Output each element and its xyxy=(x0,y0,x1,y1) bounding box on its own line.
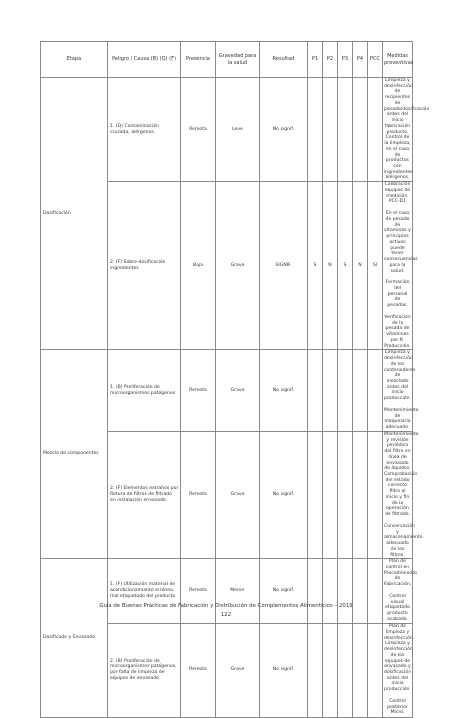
stage-cell: Dosificado y Envasado xyxy=(41,559,108,717)
measure-text: Control visual etiquetado producto acabado. xyxy=(385,593,410,622)
measure-text: Limpieza y desinfección de los contenedores de mezclado antes del inicio producción. xyxy=(384,350,416,402)
measure-text: En el caso de pesado de vitaminas y principios activos puede tener consecuencias para la salud. xyxy=(384,211,418,274)
table-header-row xyxy=(41,42,413,78)
p4-cell: N xyxy=(353,182,368,350)
table-row xyxy=(41,78,413,182)
p1-cell xyxy=(308,623,323,717)
hazard-cell: 1. (B) Proliferación de microorganismos patógenos xyxy=(108,350,181,432)
measure-text: Mantenimiento y revisión periódica del filtro en línea de envasado de líquidos. Comprobación del estado correcto filtro al inicio y fin de la operación de filtrado. xyxy=(384,431,419,518)
result-cell: No signif. xyxy=(260,623,308,717)
result-cell: No signif. xyxy=(260,350,308,432)
header-hazard: Peligro / Causa (B) (Q) (F) xyxy=(108,42,181,78)
header-result: Resultad xyxy=(260,42,308,78)
hazard-cell: 1. (F) Utilización material de acondicionamiento erróneo, mal etiquetado del producto. xyxy=(108,559,181,623)
p3-cell: S xyxy=(338,182,353,350)
measures-cell xyxy=(383,78,430,182)
result-cell: No signif. xyxy=(260,559,308,623)
p4-cell xyxy=(353,78,368,182)
presence-cell: Remota xyxy=(181,431,216,558)
p2-cell xyxy=(323,623,338,717)
measure-text: Mantenimiento de maquinaria adecuado. xyxy=(384,407,419,431)
header-stage: Etapa xyxy=(41,42,108,78)
header-p2: P2 xyxy=(323,42,338,78)
measures-cell xyxy=(383,350,419,432)
severity-cell: Grave xyxy=(216,182,260,350)
p1-cell xyxy=(308,78,323,182)
pcc-cell xyxy=(368,78,383,182)
result-cell: SIGNIF. xyxy=(260,182,308,350)
measures-cell xyxy=(383,431,423,558)
page-footer xyxy=(0,603,452,618)
p1-cell xyxy=(308,350,323,432)
pcc-cell: SI xyxy=(368,182,383,350)
pcc-cell xyxy=(368,350,383,432)
measure-text: Formación del personal de pesadas. xyxy=(385,280,410,309)
pcc-cell xyxy=(368,431,383,558)
table-row xyxy=(41,350,413,432)
measure-text: Conservación y almacenamiento adecuado de los filtros. xyxy=(384,523,423,558)
header-severity: Gravedad para la salud xyxy=(216,42,260,78)
p4-cell xyxy=(353,350,368,432)
header-presence: Presencia xyxy=(181,42,216,78)
hazard-cell: 2. (F) Elementos extraños por Rotura de filtros de filtrado en instalación envasado. xyxy=(108,431,181,558)
stage-cell: Mezcla de componentes xyxy=(41,350,108,559)
presence-cell: Remota xyxy=(181,559,216,623)
p4-cell xyxy=(353,431,368,558)
p1-cell: S xyxy=(308,182,323,350)
severity-cell: Grave xyxy=(216,431,260,558)
measure-text: Plan de control en Procedimiento de Fabricación. xyxy=(384,559,417,588)
measure-text: Plan de limpieza y desinfección. Limpieza y desinfección de los equipos de envasado y dosificación antes del inicio producción. xyxy=(384,624,415,693)
p2-cell xyxy=(323,431,338,558)
measures-cell xyxy=(383,623,413,717)
hazard-cell: 1. (Q) Contaminación cruzada, alérgenos. xyxy=(108,78,181,182)
header-p3: P3 xyxy=(338,42,353,78)
pcc-cell xyxy=(368,623,383,717)
header-pcc: PCC xyxy=(368,42,383,78)
p3-cell xyxy=(338,78,353,182)
measure-text: Verificación de la pesada de vitaminas por R. Producción. xyxy=(384,314,411,349)
footer-title: Guía de Buenas Prácticas de Fabricación y Distribución de Complementos Alimenticios – 2019 xyxy=(99,603,353,609)
result-cell: No signif. xyxy=(260,78,308,182)
hazard-cell: 2. (F) Sobre-dosificación ingredientes xyxy=(108,182,181,350)
p2-cell xyxy=(323,350,338,432)
p3-cell xyxy=(338,350,353,432)
p3-cell xyxy=(338,431,353,558)
severity-cell: Grave xyxy=(216,623,260,717)
measure-text: Control posterior Micro. xyxy=(387,698,408,716)
presence-cell: Remota xyxy=(181,350,216,432)
result-cell: No signif. xyxy=(260,431,308,558)
severity-cell: Leve xyxy=(216,78,260,182)
header-p4: P4 xyxy=(353,42,368,78)
measure-text: Limpieza y desinfección de recipientes de pesado/dosificación antes del inicio fabricación producto. Control de la limpieza, en el caso de productos con ingredientes alérgenos. xyxy=(384,78,430,181)
header-measures: Medidas preventivas xyxy=(383,42,413,78)
header-p1: P1 xyxy=(308,42,323,78)
severity-cell: Grave xyxy=(216,350,260,432)
hazard-cell: 2. (B) Proliferación de microorganismos patógenos, por falta de limpieza de equipos de envasado xyxy=(108,623,181,717)
page-number: 122 xyxy=(220,612,232,618)
p1-cell xyxy=(308,431,323,558)
p4-cell xyxy=(353,623,368,717)
severity-cell: Menor xyxy=(216,559,260,623)
p2-cell: N xyxy=(323,182,338,350)
p3-cell xyxy=(338,623,353,717)
measures-cell xyxy=(383,182,418,350)
presence-cell: Baja xyxy=(181,182,216,350)
presence-cell: Remota xyxy=(181,623,216,717)
stage-cell: Dosificación xyxy=(41,78,108,350)
presence-cell: Remota xyxy=(181,78,216,182)
p2-cell xyxy=(323,78,338,182)
measure-text: Calibración equipos de medición. PCC-D1 xyxy=(384,182,411,205)
